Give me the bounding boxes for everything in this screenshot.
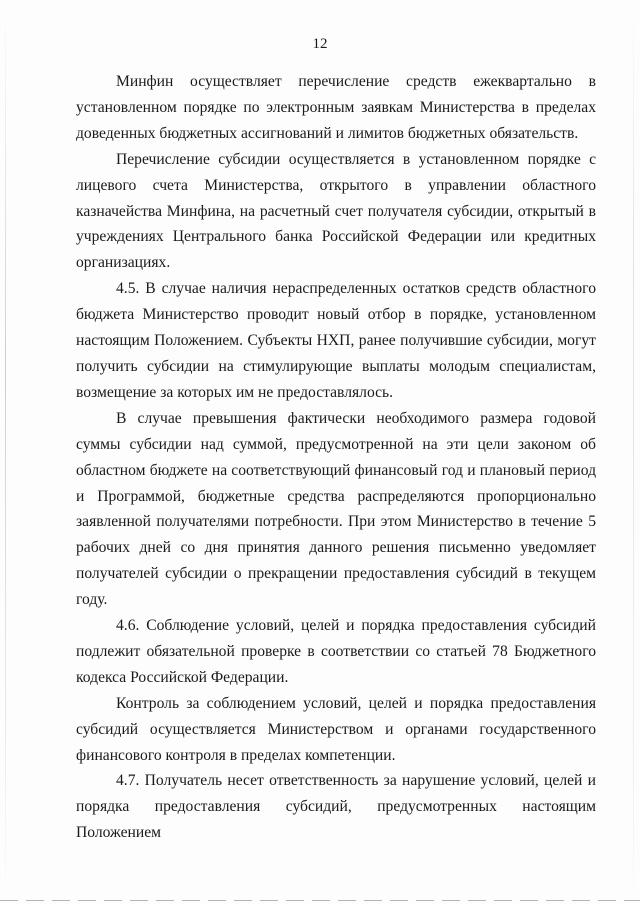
paragraph-control: Контроль за соблюдением условий, целей и порядка предоставления субсидий осуществляется Министерством и органами государственного финансового контроля в пределах компетенции. <box>76 694 596 764</box>
page-number: 12 <box>312 36 328 52</box>
scan-edge-right <box>633 0 634 905</box>
paragraph-subsidy-transfer: Перечисление субсидии осуществляется в установленном порядке с лицевого счета Министерства, открытого в управлении областного казначейства Минфина, на расчетный счет получателя субсидии, открытый в учреждениях Центрального банка Российской Федерации или кредитных организациях. <box>76 150 596 272</box>
scan-edge-left <box>5 0 6 905</box>
paragraph-4-7: 4.7. Получатель несет ответственность за нарушение условий, целей и порядка предоставления субсидий, предусмотренных настоящим Положением <box>76 772 596 842</box>
paragraph-excess-amount: В случае превышения фактически необходимого размера годовой суммы субсидии над суммой, предусмотренной на эти цели законом об областном бюджете на соответствующий финансовый год и плановый период и Программой, бюджетные средства распределяются пропорционально заявленной получателями потребности. При этом Министерство в течение 5 рабочих дней со дня принятия данного решения письменно уведомляет получателей субсидии о прекращении предоставления субсидий в текущем году. <box>76 409 596 609</box>
paragraph-minfin-transfer: Минфин осуществляет перечисление средств ежеквартально в установленном порядке по электронным заявкам Министерства в пределах доведенных бюджетных ассигнований и лимитов бюджетных обязательств. <box>76 73 596 142</box>
paragraph-4-5: 4.5. В случае наличия нераспределенных остатков средств областного бюджета Министерство проводит новый отбор в порядке, установленном настоящим Положением. Субъекты НХП, ранее получившие субсидии, могут получить субсидии на стимулирующие выплаты молодым специалистам, возмещение за которых им не предоставлялось. <box>76 280 596 401</box>
paragraph-4-6: 4.6. Соблюдение условий, целей и порядка предоставления субсидий подлежит обязательной проверке в соответствии со статьей 78 Бюджетного кодекса Российской Федерации. <box>76 617 596 686</box>
scan-edge-bottom <box>0 900 640 901</box>
document-body <box>76 69 596 846</box>
